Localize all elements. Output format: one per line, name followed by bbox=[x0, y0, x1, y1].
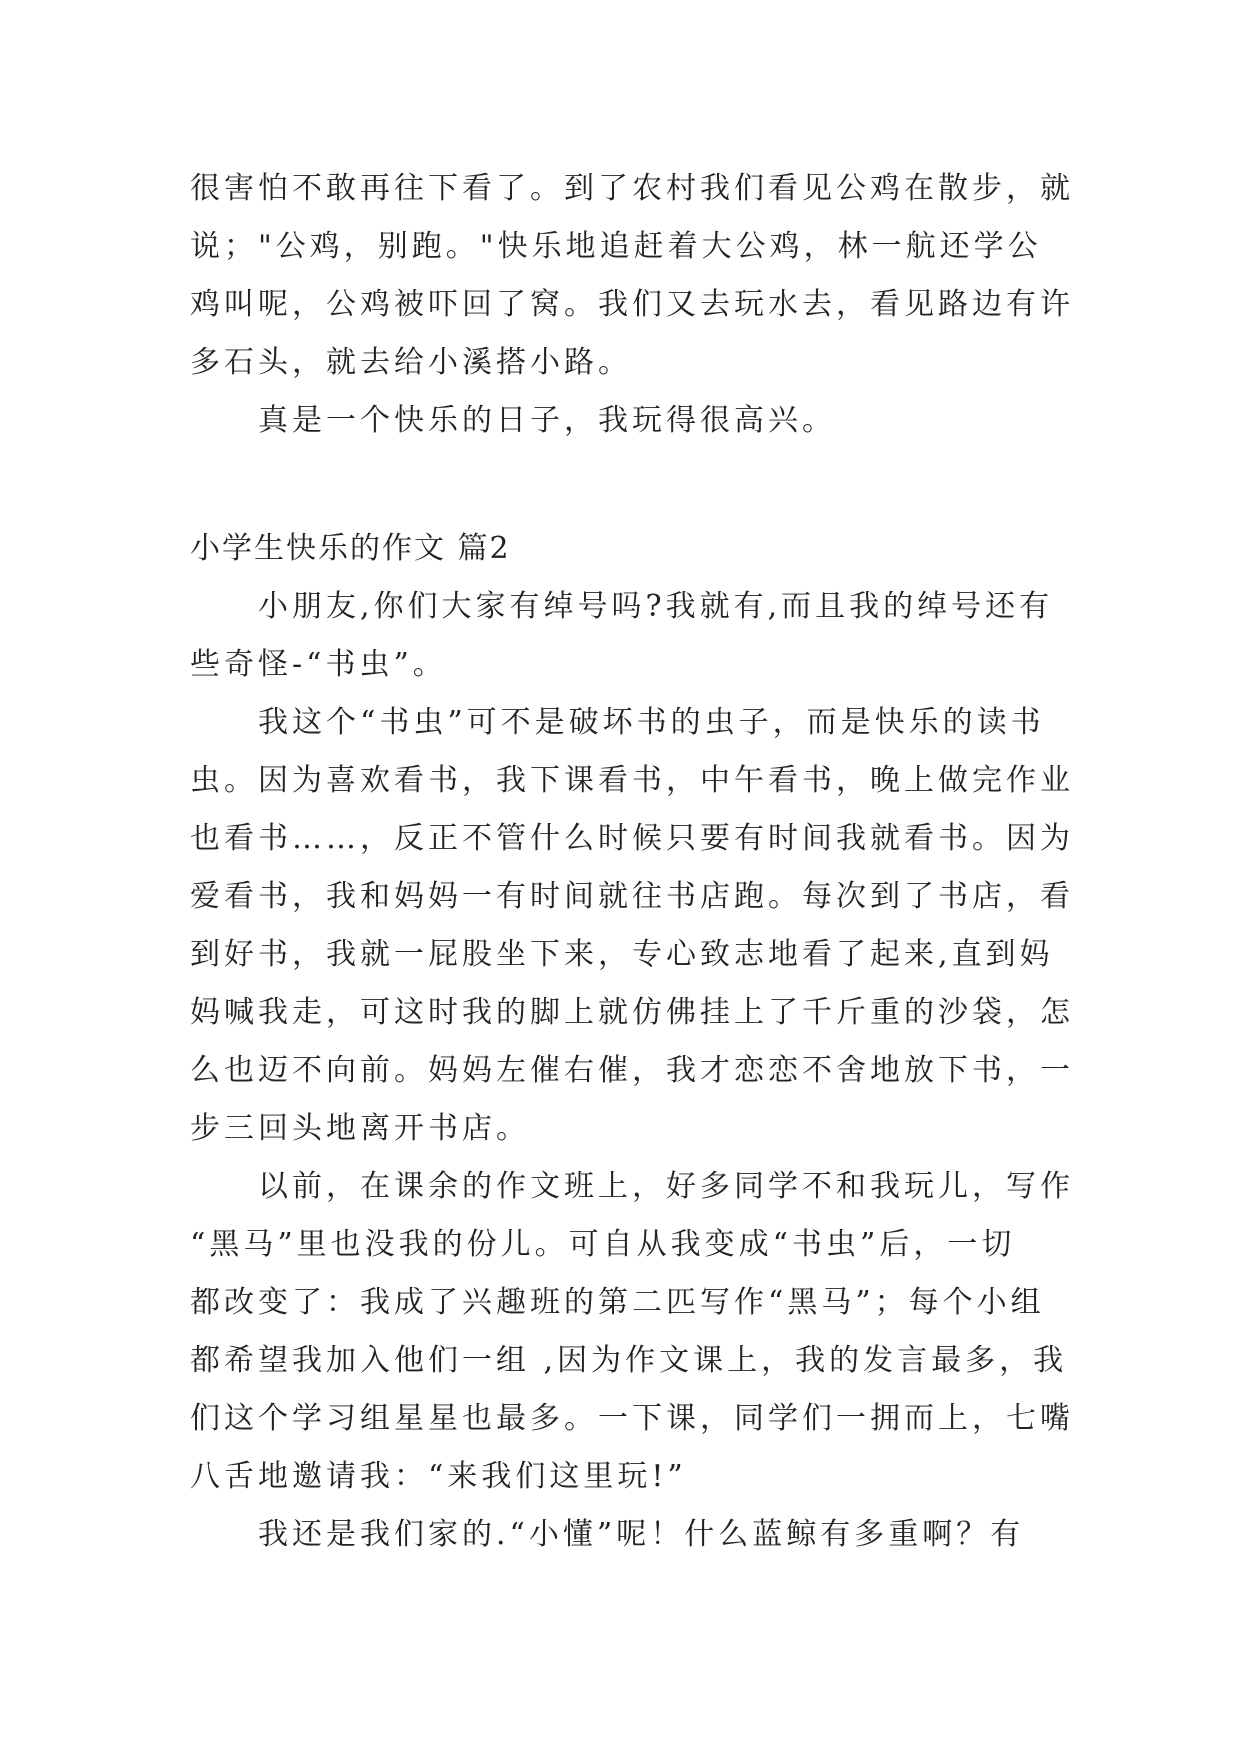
text-line: 到好书，我就一屁股坐下来，专心致志地看了起来,直到妈 bbox=[190, 937, 1054, 972]
text-line: 爱看书，我和妈妈一有时间就往书店跑。每次到了书店，看 bbox=[190, 879, 1074, 914]
section-gap bbox=[190, 450, 1050, 520]
text-line: 以前，在课余的作文班上，好多同学不和我玩儿，写作 bbox=[190, 1169, 1074, 1204]
text-line: 么也迈不向前。妈妈左催右催，我才恋恋不舍地放下书，一 bbox=[190, 1053, 1074, 1088]
text-line: 多石头，就去给小溪搭小路。 bbox=[190, 345, 632, 380]
text-line: 鸡叫呢，公鸡被吓回了窝。我们又去玩水去，看见路边有许 bbox=[190, 287, 1074, 322]
text-line: 都希望我加入他们一组 ,因为作文课上，我的发言最多，我 bbox=[190, 1343, 1068, 1378]
text-line: 真是一个快乐的日子，我玩得很高兴。 bbox=[190, 403, 836, 438]
text-line: 们这个学习组星星也最多。一下课，同学们一拥而上，七嘴 bbox=[190, 1401, 1074, 1436]
text-line: 很害怕不敢再往下看了。到了农村我们看见公鸡在散步，就 bbox=[190, 171, 1074, 206]
text-line: 八舌地邀请我：“来我们这里玩!” bbox=[190, 1459, 687, 1494]
text-line: 我还是我们家的.“小懂”呢！什么蓝鲸有多重啊？有 bbox=[190, 1517, 1025, 1552]
text-line: 说；"公鸡，别跑。"快乐地追赶着大公鸡，林一航还学公 bbox=[190, 229, 1042, 264]
text-line: 些奇怪-“书虫”。 bbox=[190, 647, 447, 682]
text-line: 小朋友,你们大家有绰号吗?我就有,而且我的绰号还有 bbox=[190, 589, 1054, 624]
text-line: 虫。因为喜欢看书，我下课看书，中午看书，晚上做完作业 bbox=[190, 763, 1074, 798]
text-line: 都改变了：我成了兴趣班的第二匹写作“黑马”；每个小组 bbox=[190, 1285, 1045, 1320]
text-line: 妈喊我走，可这时我的脚上就仿佛挂上了千斤重的沙袋，怎 bbox=[190, 995, 1074, 1030]
text-line: “黑马”里也没我的份儿。可自从我变成“书虫”后，一切 bbox=[190, 1227, 1016, 1262]
text-line: 步三回头地离开书店。 bbox=[190, 1111, 530, 1146]
text-line: 我这个“书虫”可不是破坏书的虫子，而是快乐的读书 bbox=[190, 705, 1045, 740]
document-page bbox=[190, 160, 1074, 1564]
section-title: 小学生快乐的作文 篇2 bbox=[190, 531, 511, 566]
text-line: 也看书……，反正不管什么时候只要有时间我就看书。因为 bbox=[190, 821, 1074, 856]
